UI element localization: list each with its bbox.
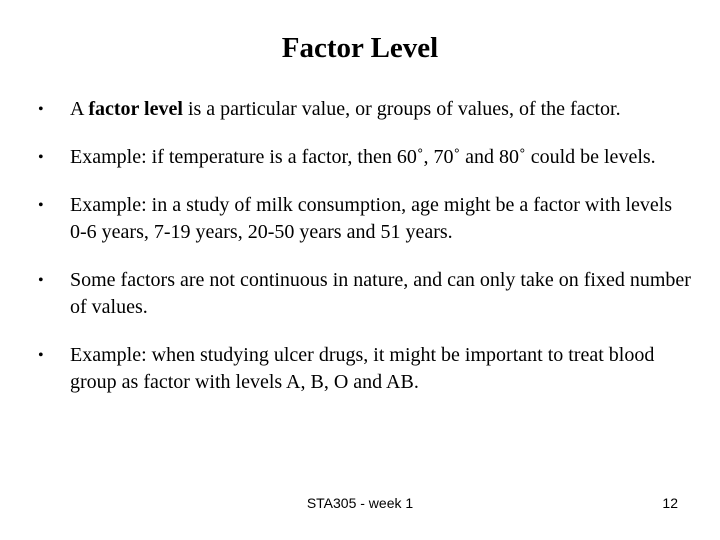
footer-course-label: STA305 - week 1: [306, 495, 414, 511]
bullet-item: [0, 192, 720, 246]
bullet-text: [70, 98, 621, 120]
bullet-list: [0, 96, 720, 417]
bullet-item: [0, 342, 720, 396]
bullet-text-bold: factor level: [88, 98, 183, 120]
bullet-item: [0, 96, 720, 123]
bullet-text-pre: Example: when studying ulcer drugs, it might be important to treat blood group as factor with levels A, B, O and AB.: [70, 344, 655, 393]
bullet-text-pre: Some factors are not continuous in nature, and can only take on fixed number of values.: [70, 269, 691, 318]
bullet-icon: •: [38, 347, 44, 364]
bullet-icon: •: [38, 101, 44, 118]
bullet-icon: •: [38, 197, 44, 214]
slide-title: Factor Level: [281, 32, 439, 64]
bullet-text: [70, 269, 691, 318]
bullet-icon: •: [38, 149, 44, 166]
bullet-text: [70, 146, 656, 168]
bullet-text-pre: Example: in a study of milk consumption, age might be a factor with levels 0-6 years, 7-19 years, 20-50 years and 51 years.: [70, 194, 673, 243]
bullet-text-post: is a particular value, or groups of values, of the factor.: [182, 98, 621, 120]
bullet-text-pre: Example: if temperature is a factor, then 60˚, 70˚ and 80˚ could be levels.: [70, 146, 656, 168]
footer-page-number: 12: [662, 495, 678, 511]
bullet-text: [70, 194, 672, 243]
bullet-icon: •: [38, 272, 44, 289]
bullet-item: [0, 144, 720, 171]
bullet-item: [0, 267, 720, 321]
bullet-text: [70, 344, 654, 393]
bullet-text-pre: A: [70, 98, 89, 120]
